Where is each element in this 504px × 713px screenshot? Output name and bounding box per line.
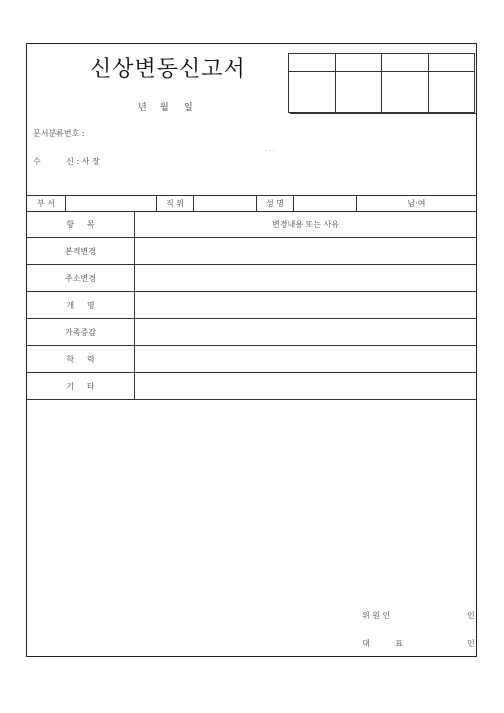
date-day: 일 — [184, 103, 193, 113]
date-month: 월 — [160, 103, 169, 113]
committee-label: 위 원 인 — [362, 611, 391, 620]
divider — [290, 113, 476, 114]
dept-field[interactable] — [66, 196, 157, 211]
table-row — [27, 238, 476, 265]
row-label: 가족증감 — [27, 319, 135, 346]
position-field[interactable] — [194, 196, 257, 211]
approval-cell[interactable] — [289, 54, 336, 72]
table-row — [27, 373, 476, 400]
recipient-label: 수 신 : 사 장 — [33, 157, 100, 166]
dept-label: 부 서 — [27, 196, 66, 211]
approval-sign-cell[interactable] — [289, 72, 336, 113]
gender-label[interactable]: 남·여 — [407, 199, 426, 208]
approval-sign-cell[interactable] — [428, 72, 475, 113]
row-content-field[interactable] — [135, 265, 477, 292]
date-year: 년 — [138, 103, 147, 113]
approval-cell[interactable] — [428, 54, 475, 72]
header-content: 변경내용 또는 사유 — [135, 211, 477, 238]
row-content-field[interactable] — [135, 346, 477, 373]
table-row — [27, 319, 476, 346]
approval-sign-cell[interactable] — [335, 72, 382, 113]
items-table — [27, 211, 476, 400]
table-row — [27, 346, 476, 373]
row-label: 학 력 — [27, 346, 135, 373]
approval-grid — [288, 53, 475, 113]
seal-mark: 인 — [467, 639, 475, 648]
table-row — [27, 265, 476, 292]
row-label: 주소변경 — [27, 265, 135, 292]
row-label: 본적변경 — [27, 238, 135, 265]
approval-cell[interactable] — [335, 54, 382, 72]
header-item: 항 목 — [27, 211, 135, 238]
dots: . . . — [265, 146, 275, 153]
row-label: 개 명 — [27, 292, 135, 319]
name-label: 성 명 — [257, 196, 294, 211]
info-row — [27, 196, 476, 211]
seal-mark: 인 — [467, 611, 475, 620]
row-content-field[interactable] — [135, 292, 477, 319]
table-row — [27, 292, 476, 319]
row-label: 기 타 — [27, 373, 135, 400]
doc-class-label: 문서분류번호 : — [33, 129, 85, 138]
row-content-field[interactable] — [135, 319, 477, 346]
name-field[interactable] — [294, 196, 357, 211]
row-content-field[interactable] — [135, 373, 477, 400]
approval-sign-cell[interactable] — [382, 72, 429, 113]
representative-label: 대 표 — [362, 639, 403, 648]
position-label: 직 위 — [157, 196, 194, 211]
page-title: 신상변동신고서 — [90, 57, 246, 82]
approval-cell[interactable] — [382, 54, 429, 72]
row-content-field[interactable] — [135, 238, 477, 265]
